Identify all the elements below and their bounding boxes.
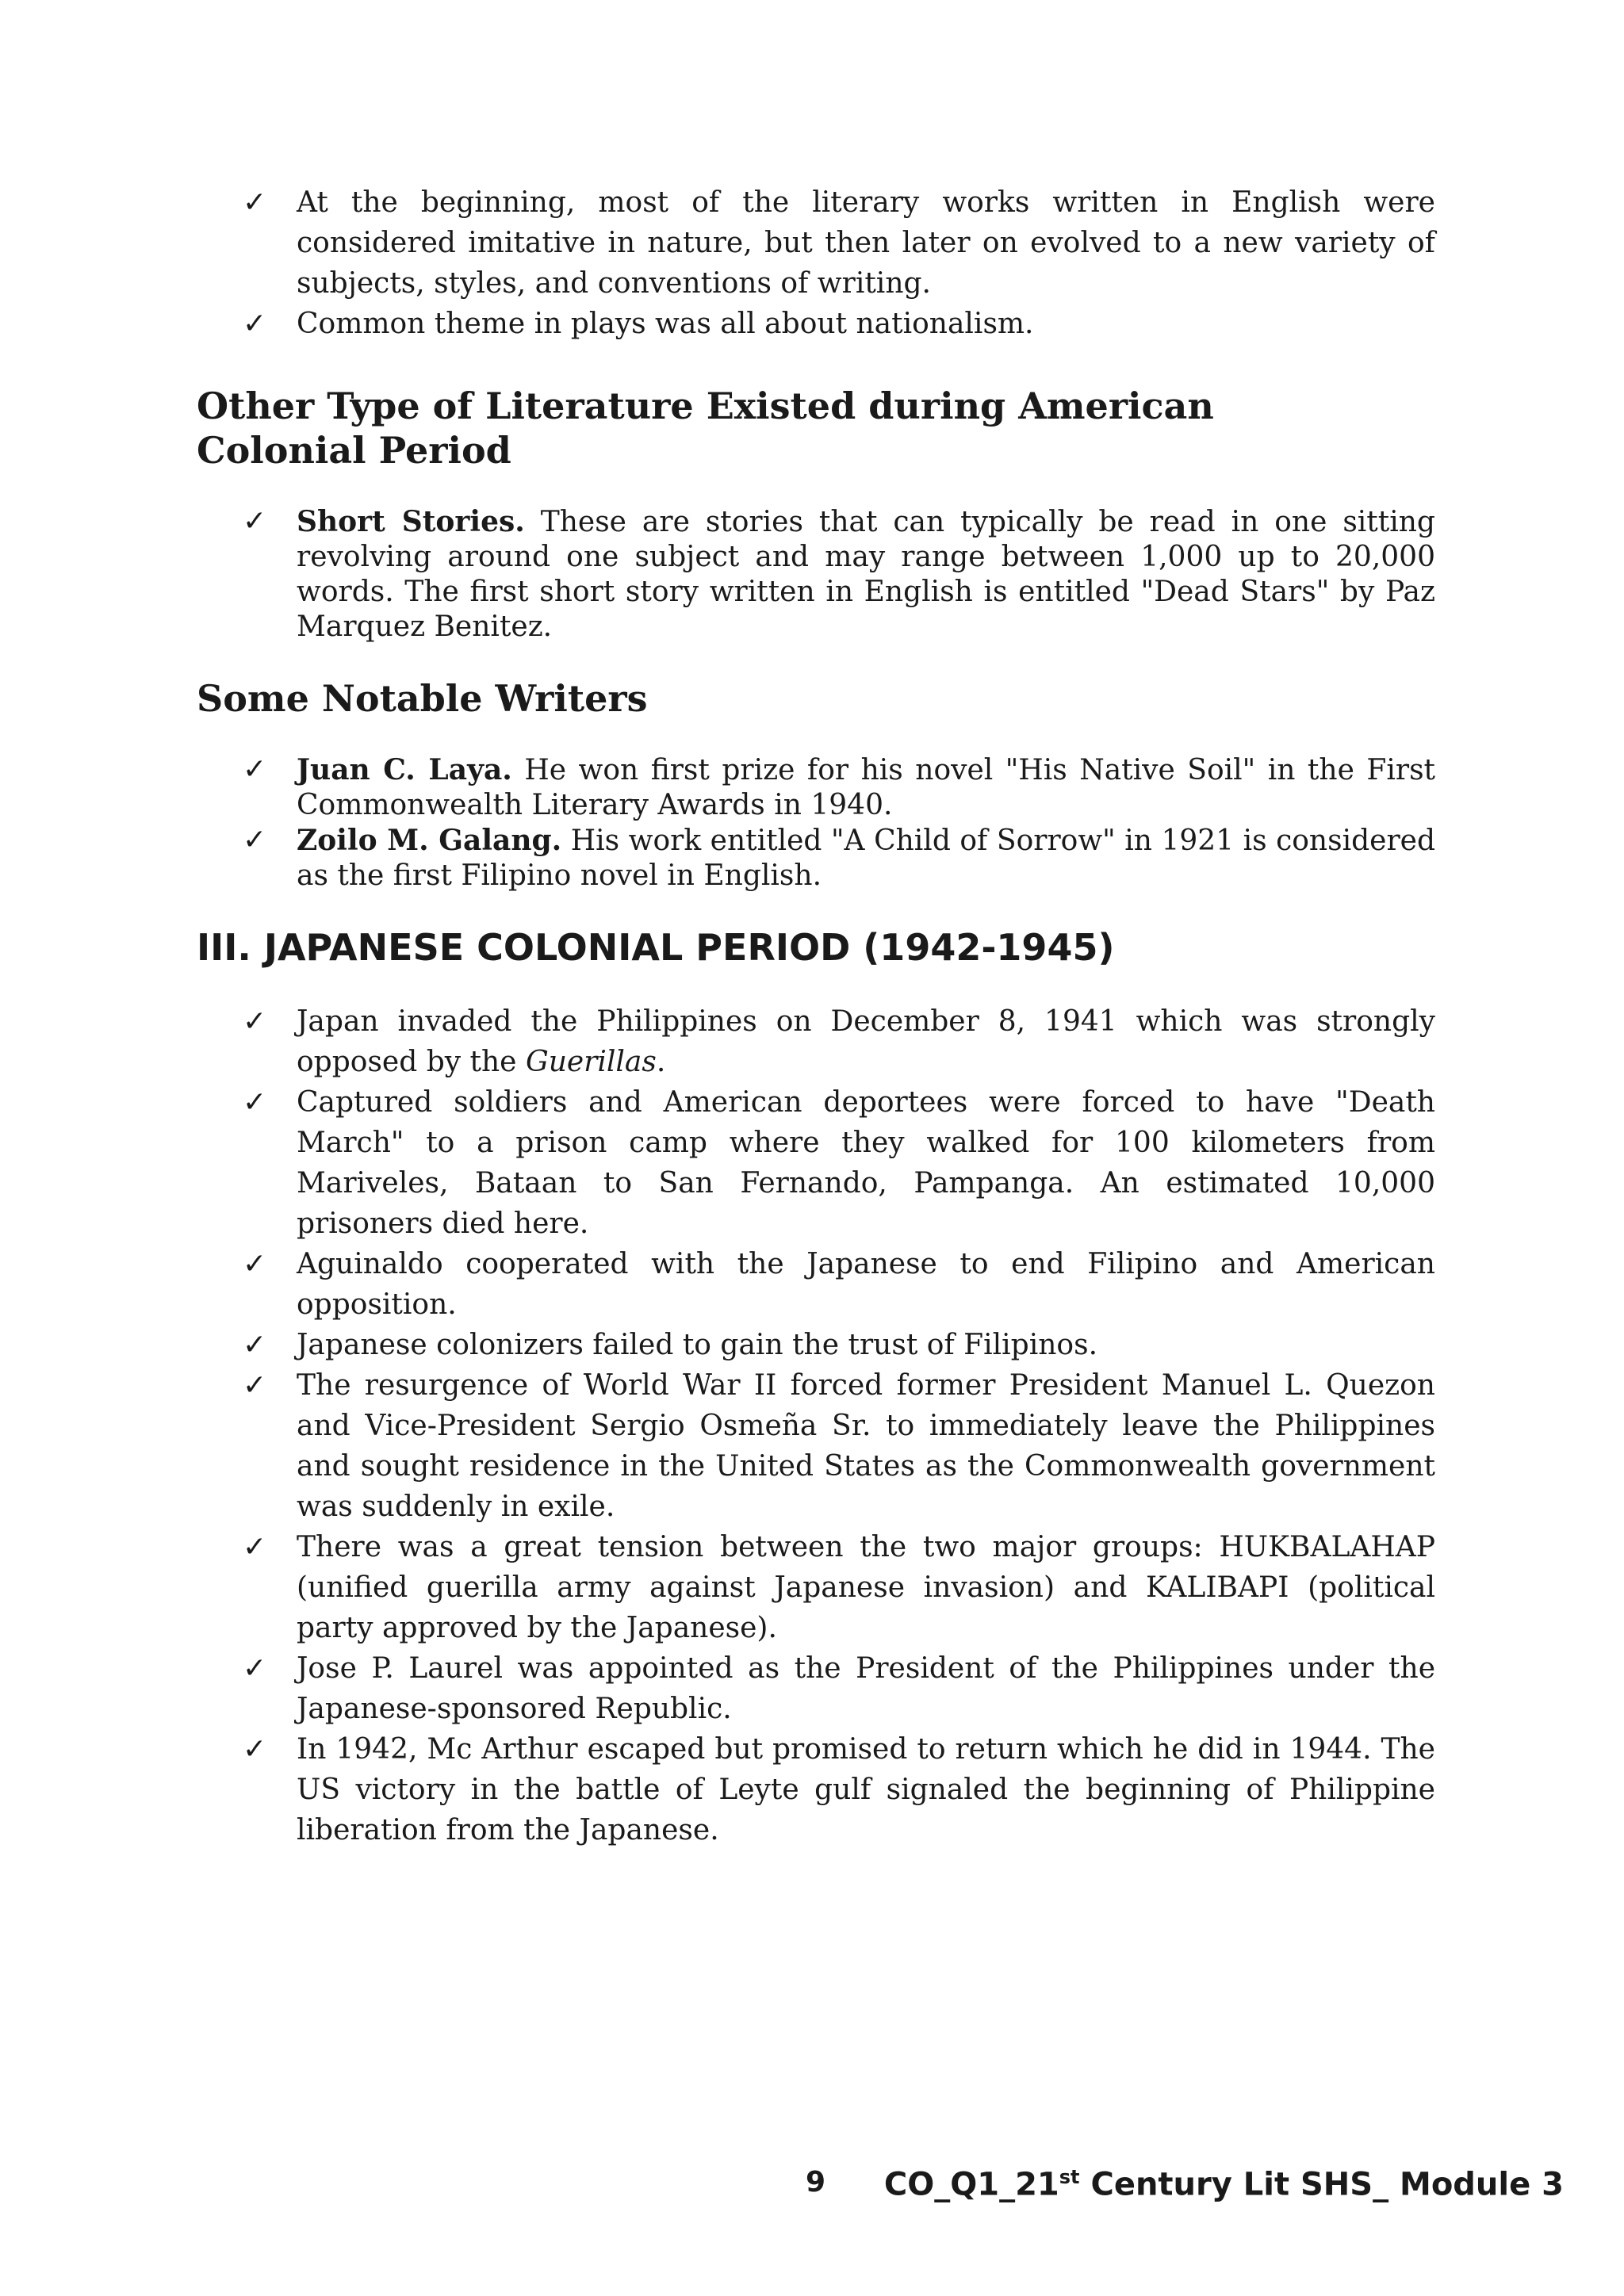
check-icon: ✓	[243, 505, 267, 538]
list-item	[197, 1365, 1435, 1527]
other-literature-list	[197, 504, 1435, 645]
term-label: Short Stories.	[297, 505, 525, 538]
notable-writers-list	[197, 752, 1435, 894]
intro-list	[197, 182, 1435, 344]
check-icon: ✓	[243, 1733, 267, 1766]
list-item-text: The resurgence of World War II forced former President Manuel L. Quezon and Vice-President Sergio Osmeña Sr. to immediately leave the Philippines and sought residence in the United States as the Commonwealth government was suddenly in exile.	[297, 1369, 1435, 1523]
writer-name: Zoilo M. Galang.	[297, 824, 562, 857]
list-item-text-end: .	[656, 1046, 666, 1078]
list-item-text: Jose P. Laurel was appointed as the President of the Philippines under the Japanese-sponsored Republic.	[297, 1652, 1435, 1725]
list-item	[197, 304, 1435, 344]
list-item	[197, 1082, 1435, 1244]
list-item-text: There was a great tension between the two major groups: HUKBALAHAP (unified guerilla army against Japanese invasion) and KALIBAPI (political party approved by the Japanese).	[297, 1531, 1435, 1644]
japanese-period-list	[197, 1001, 1435, 1850]
list-item	[197, 1527, 1435, 1648]
list-item-text: At the beginning, most of the literary works written in English were considered imitative in nature, but then later on evolved to a new variety of subjects, styles, and conventions of writing.	[297, 186, 1435, 300]
italic-term: Guerillas	[525, 1046, 657, 1078]
list-item	[197, 1001, 1435, 1082]
module-suffix: Century Lit SHS_ Module 3	[1079, 2166, 1564, 2203]
list-item-text: Japanese colonizers failed to gain the trust of Filipinos.	[297, 1329, 1098, 1361]
check-icon: ✓	[243, 753, 267, 786]
module-prefix: CO_Q1_21	[883, 2166, 1059, 2203]
check-icon: ✓	[243, 1531, 267, 1563]
term-description: These are stories that can typically be read in one sitting revolving around one subject and may range between 1,000 up to 20,000 words. The first short story written in English is entitled "Dead Stars" by Paz Marquez Benitez.	[297, 506, 1435, 643]
list-item	[197, 752, 1435, 823]
check-icon: ✓	[243, 1005, 267, 1038]
list-item	[197, 504, 1435, 645]
list-item-text: In 1942, Mc Arthur escaped but promised to return which he did in 1944. The US victory in the battle of Leyte gulf signaled the beginning of Philippine liberation from the Japanese.	[297, 1733, 1435, 1846]
writer-name: Juan C. Laya.	[297, 753, 512, 786]
check-icon: ✓	[243, 824, 267, 856]
list-item-text: Japan invaded the Philippines on December 8, 1941 which was strongly opposed by the	[297, 1005, 1435, 1078]
check-icon: ✓	[243, 1329, 267, 1361]
section-heading-notable-writers: Some Notable Writers	[197, 677, 648, 720]
list-item	[197, 823, 1435, 894]
list-item	[197, 1244, 1435, 1325]
check-icon: ✓	[243, 1248, 267, 1280]
check-icon: ✓	[243, 1652, 267, 1685]
check-icon: ✓	[243, 186, 267, 219]
module-label	[884, 2166, 1564, 2202]
section-heading-japanese-period: III. JAPANESE COLONIAL PERIOD (1942-1945)	[197, 926, 1115, 969]
list-item	[197, 182, 1435, 304]
list-item-text: Common theme in plays was all about nationalism.	[297, 308, 1034, 340]
writer-description: He won first prize for his novel "His Native Soil" in the First Commonwealth Literary Awards in 1940.	[297, 754, 1436, 821]
check-icon: ✓	[243, 1369, 267, 1402]
list-item	[197, 1325, 1435, 1365]
check-icon: ✓	[243, 308, 267, 340]
module-superscript: st	[1059, 2166, 1080, 2188]
section-heading-other-literature: Other Type of Literature Existed during American Colonial Period	[197, 385, 1214, 472]
page-content	[197, 182, 1435, 1850]
writer-description: His work entitled "A Child of Sorrow" in 1921 is considered as the first Filipino novel in English.	[297, 825, 1436, 892]
list-item-text: Captured soldiers and American deportees were forced to have "Death March" to a prison camp where they walked for 100 kilometers from Mariveles, Bataan to San Fernando, Pampanga. An estimated 10,000 prisoners died here.	[297, 1086, 1435, 1240]
list-item	[197, 1648, 1435, 1729]
list-item-text: Aguinaldo cooperated with the Japanese to end Filipino and American opposition.	[297, 1248, 1435, 1321]
check-icon: ✓	[243, 1086, 267, 1119]
page-number: 9	[806, 2166, 826, 2198]
list-item	[197, 1729, 1435, 1850]
